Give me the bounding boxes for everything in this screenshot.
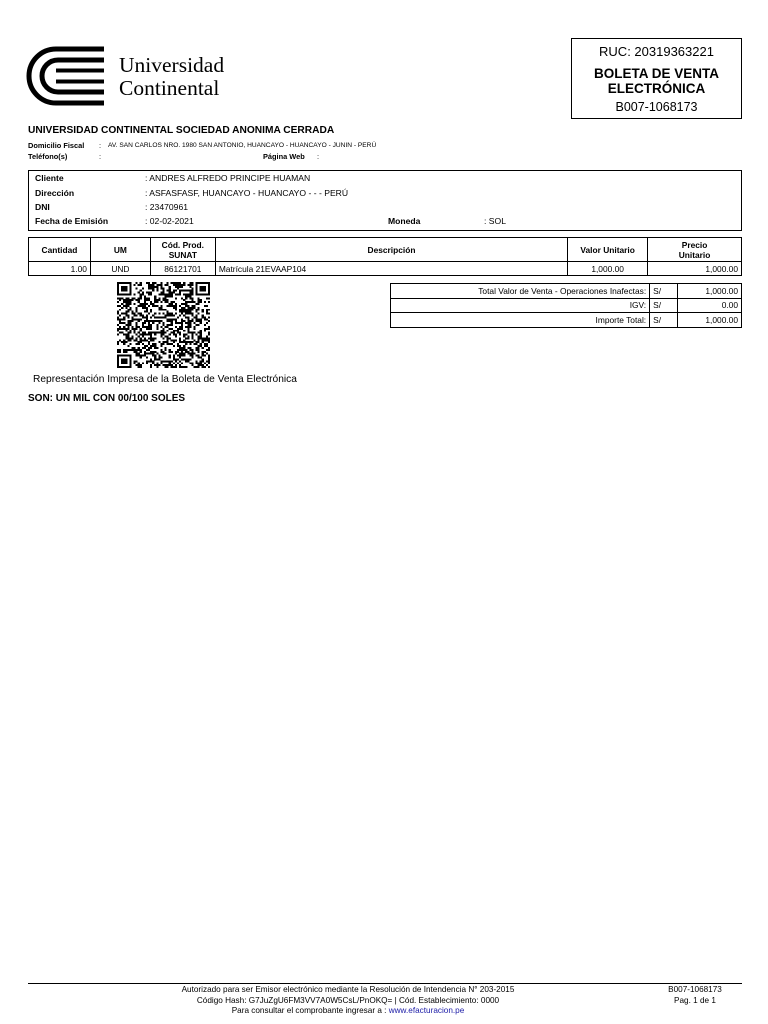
moneda-value: : SOL: [484, 216, 506, 226]
telefono-label: Teléfono(s): [28, 152, 68, 161]
totals-row: [391, 284, 742, 299]
igv-amount: 0.00: [678, 298, 742, 313]
footer-authorization: Autorizado para ser Emisor electrónico mediante la Resolución de Intendencia N° 203-2015: [181, 985, 515, 994]
direccion-value: : ASFASFASF, HUANCAYO - HUANCAYO - - - PERÚ: [145, 188, 349, 198]
footer-center: [148, 985, 548, 1017]
document-title-line-2: ELECTRÓNICA: [607, 81, 706, 96]
footer-consult-text: Para consultar el comprobante ingresar a :: [231, 1006, 387, 1015]
total-amount: 1,000.00: [678, 284, 742, 299]
col-precio-line-2: Unitario: [678, 249, 711, 260]
footer-divider: [28, 983, 742, 984]
ruc-number: RUC: 20319363221: [599, 44, 714, 59]
web-colon: :: [317, 152, 320, 161]
table-row: [29, 262, 742, 276]
logo-line-1: Universidad: [119, 53, 225, 77]
col-cod-line-2: SUNAT: [168, 249, 197, 260]
moneda-label: Moneda: [388, 216, 421, 226]
web-label: Página Web: [263, 152, 305, 161]
dni-value: : 23470961: [145, 202, 189, 212]
cell-cantidad: 1.00: [29, 262, 91, 276]
cell-precio-unitario: 1,000.00: [648, 262, 742, 276]
domicilio-colon: :: [99, 141, 102, 150]
amount-in-words: SON: UN MIL CON 00/100 SOLES: [28, 393, 186, 404]
footer-hash: Código Hash: G7JuZgU6FM3VV7A0W5CsL/PnOKQ= | Cód. Establecimiento: 0000: [196, 995, 500, 1005]
footer-link[interactable]: www.efacturacion.pe: [388, 1006, 465, 1015]
igv-currency: S/: [650, 298, 678, 313]
domicilio-label: Domicilio Fiscal: [28, 141, 85, 150]
col-valor-unitario: Valor Unitario: [568, 238, 648, 262]
items-table: [28, 237, 742, 276]
client-box: [28, 170, 742, 231]
totals-row: [391, 313, 742, 328]
dni-label: DNI: [35, 202, 50, 212]
issuer-name: UNIVERSIDAD CONTINENTAL SOCIEDAD ANONIMA CERRADA: [28, 125, 335, 136]
direccion-label: Dirección: [35, 188, 75, 198]
total-currency: S/: [650, 284, 678, 299]
importe-currency: S/: [650, 313, 678, 328]
cliente-value: : ANDRES ALFREDO PRINCIPE HUAMAN: [145, 173, 311, 183]
cell-cod: 86121701: [150, 262, 215, 276]
col-precio-unitario: [648, 238, 742, 262]
footer-doc-number: B007-1068173: [668, 985, 722, 994]
university-logo: [26, 46, 246, 108]
col-cod-prod: [150, 238, 215, 262]
document-title-line-1: BOLETA DE VENTA: [593, 66, 719, 81]
footer-page: Pag. 1 de 1: [674, 995, 716, 1005]
footer-right: [640, 985, 750, 1006]
document-number: B007-1068173: [615, 100, 698, 114]
footer-consult: [148, 1006, 548, 1017]
qr-code-icon: [117, 282, 210, 368]
items-header-row: [29, 238, 742, 262]
col-precio-line-1: Precio: [681, 239, 708, 250]
telefono-colon: :: [99, 152, 102, 161]
igv-label: IGV:: [391, 298, 650, 313]
fecha-label: Fecha de Emisión: [35, 216, 109, 226]
cell-descripcion: Matrícula 21EVAAP104: [215, 262, 567, 276]
ruc-box: [571, 38, 742, 119]
importe-label: Importe Total:: [391, 313, 650, 328]
total-label: Total Valor de Venta - Operaciones Inafectas:: [391, 284, 650, 299]
importe-amount: 1,000.00: [678, 313, 742, 328]
col-um: UM: [90, 238, 150, 262]
logo-wordmark: [119, 54, 224, 100]
continental-logo-icon: [26, 46, 108, 106]
cliente-label: Cliente: [35, 173, 64, 183]
cell-um: UND: [90, 262, 150, 276]
col-descripcion: Descripción: [215, 238, 567, 262]
representation-text: Representación Impresa de la Boleta de Venta Electrónica: [33, 374, 297, 385]
totals-row: [391, 298, 742, 313]
fecha-value: : 02-02-2021: [145, 216, 194, 226]
domicilio-value: AV. SAN CARLOS NRO. 1980 SAN ANTONIO, HUANCAYO - HUANCAYO - JUNIN - PERÚ: [108, 142, 377, 149]
col-cod-line-1: Cód. Prod.: [161, 239, 204, 250]
col-cantidad: Cantidad: [29, 238, 91, 262]
document-title: [572, 66, 741, 96]
cell-valor-unitario: 1,000.00: [568, 262, 648, 276]
logo-line-2: Continental: [119, 76, 220, 100]
totals-table: [390, 283, 742, 328]
